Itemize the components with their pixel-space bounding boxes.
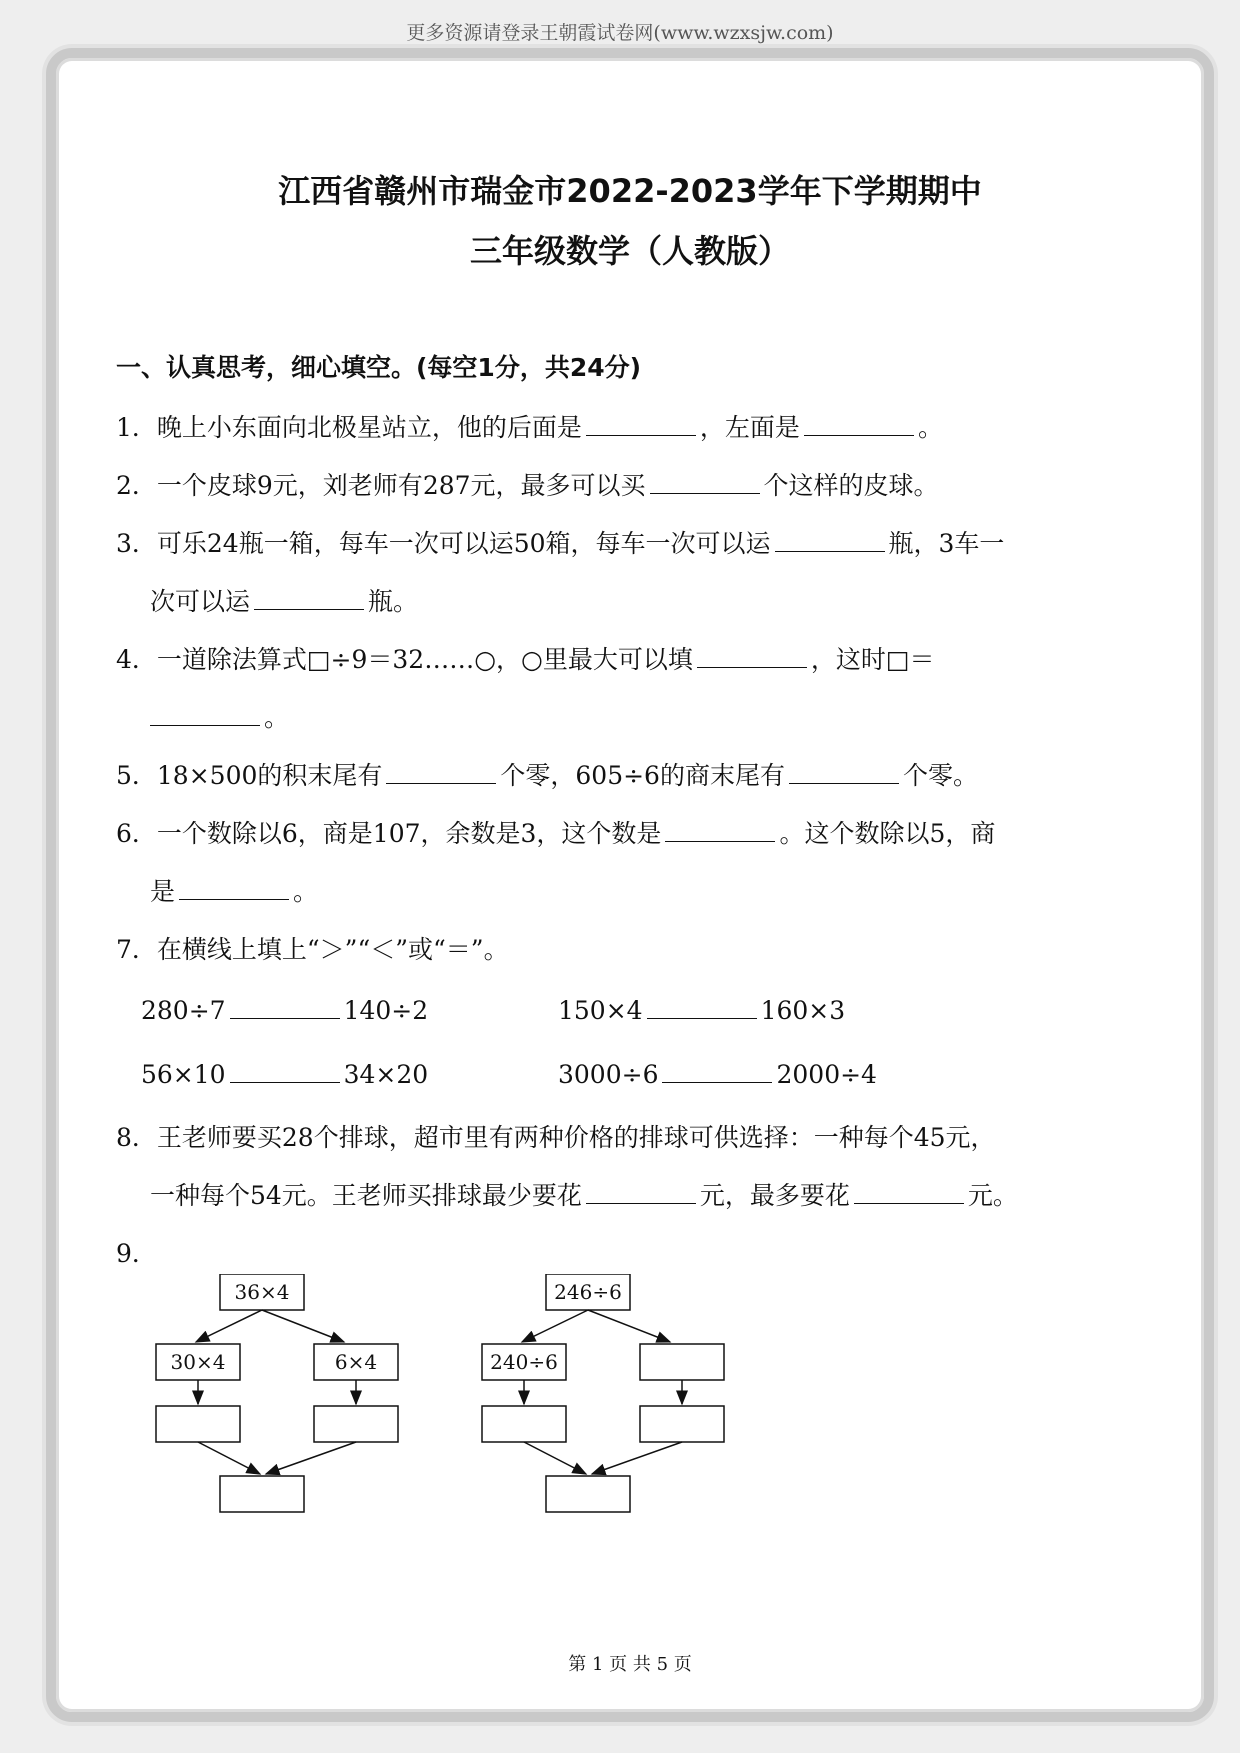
compare-item: [141, 1058, 428, 1089]
exam-subtitle: 三年级数学（人教版）: [469, 232, 790, 270]
question-text: 。: [293, 877, 319, 906]
compare-right: 140÷2: [343, 996, 429, 1025]
question-text: 。: [917, 413, 943, 442]
compare-right: 2000÷4: [776, 1060, 877, 1089]
answer-box[interactable]: [314, 1406, 398, 1442]
answer-box[interactable]: [220, 1476, 304, 1512]
answer-blank[interactable]: [254, 585, 364, 610]
answer-box[interactable]: [482, 1406, 566, 1442]
answer-blank[interactable]: [230, 1058, 340, 1083]
question-5: [116, 756, 978, 792]
question-8: [116, 1118, 996, 1154]
question-text: 5．18×500的积末尾有: [116, 761, 383, 790]
question-text: 瓶，3车一: [888, 529, 1005, 558]
question-text: 一种每个54元。王老师买排球最少要花: [150, 1181, 582, 1210]
question-8-cont: [150, 1176, 1018, 1212]
watermark: 更多资源请登录王朝霞试卷网(www.wzxsjw.com): [406, 22, 834, 44]
question-4-cont: [150, 698, 289, 734]
answer-blank[interactable]: [650, 469, 760, 494]
answer-blank[interactable]: [775, 527, 885, 552]
calculation-diagram: [130, 1274, 850, 1534]
question-text: 。: [264, 703, 290, 732]
compare-item: [558, 994, 845, 1025]
question-text: 。这个数除以5，商: [779, 819, 996, 848]
section-heading: 一、认真思考，细心填空。(每空1分，共24分): [116, 353, 642, 382]
question-3-cont: [150, 582, 418, 618]
answer-box[interactable]: [546, 1476, 630, 1512]
answer-blank[interactable]: [179, 875, 289, 900]
question-text: 2．一个皮球9元，刘老师有287元，最多可以买: [116, 471, 646, 500]
answer-box[interactable]: [640, 1344, 724, 1380]
exam-title: 江西省赣州市瑞金市2022-2023学年下学期期中: [278, 172, 982, 210]
compare-left: 3000÷6: [558, 1060, 659, 1089]
question-7: [116, 930, 509, 966]
answer-blank[interactable]: [697, 643, 807, 668]
question-text: 4．一道除法算式□÷9＝32……○，○里最大可以填: [116, 645, 693, 674]
question-text: 9．: [116, 1239, 157, 1268]
question-9: [116, 1234, 157, 1270]
question-text: 个零，605÷6的商末尾有: [500, 761, 785, 790]
diagram-label: 36×4: [234, 1280, 290, 1304]
question-text: ，左面是: [699, 413, 800, 442]
question-6: [116, 814, 995, 850]
diagram-label: 6×4: [334, 1350, 378, 1374]
compare-right: 160×3: [760, 996, 846, 1025]
answer-blank[interactable]: [665, 817, 775, 842]
answer-blank[interactable]: [586, 1179, 696, 1204]
question-text: 3．可乐24瓶一箱，每车一次可以运50箱，每车一次可以运: [116, 529, 771, 558]
question-1: [116, 408, 943, 444]
diagram-label: 246÷6: [554, 1280, 622, 1304]
answer-blank[interactable]: [230, 994, 340, 1019]
question-text: 个零。: [902, 761, 978, 790]
answer-box[interactable]: [640, 1406, 724, 1442]
answer-blank[interactable]: [854, 1179, 964, 1204]
answer-blank[interactable]: [586, 411, 696, 436]
question-text: 元，最多要花: [699, 1181, 850, 1210]
compare-item: [141, 994, 428, 1025]
question-2: [116, 466, 939, 502]
question-text: 7．在横线上填上“＞”“＜”或“＝”。: [116, 935, 509, 964]
compare-item: [558, 1058, 877, 1089]
answer-blank[interactable]: [386, 759, 496, 784]
compare-left: 56×10: [141, 1060, 226, 1089]
diagram-label: 30×4: [170, 1350, 226, 1374]
question-text: 元。: [967, 1181, 1018, 1210]
question-text: 个这样的皮球。: [763, 471, 939, 500]
answer-blank[interactable]: [789, 759, 899, 784]
question-text: 8．王老师要买28个排球，超市里有两种价格的排球可供选择：一种每个45元，: [116, 1123, 996, 1152]
question-4: [116, 640, 934, 676]
question-6-cont: [150, 872, 318, 908]
compare-left: 150×4: [558, 996, 643, 1025]
question-text: ，这时□＝: [810, 645, 935, 674]
question-text: 1．晚上小东面向北极星站立，他的后面是: [116, 413, 582, 442]
diagram-label: 240÷6: [490, 1350, 558, 1374]
question-text: 是: [150, 877, 176, 906]
answer-blank[interactable]: [662, 1058, 772, 1083]
answer-blank[interactable]: [647, 994, 757, 1019]
question-3: [116, 524, 1004, 560]
answer-box[interactable]: [156, 1406, 240, 1442]
question-text: 次可以运: [150, 587, 251, 616]
question-text: 6．一个数除以6，商是107，余数是3，这个数是: [116, 819, 662, 848]
page-footer: 第 1 页 共 5 页: [568, 1654, 692, 1675]
question-text: 瓶。: [368, 587, 419, 616]
compare-left: 280÷7: [141, 996, 226, 1025]
compare-right: 34×20: [343, 1060, 429, 1089]
page-frame: [46, 48, 1214, 1722]
answer-blank[interactable]: [804, 411, 914, 436]
answer-blank[interactable]: [150, 701, 260, 726]
